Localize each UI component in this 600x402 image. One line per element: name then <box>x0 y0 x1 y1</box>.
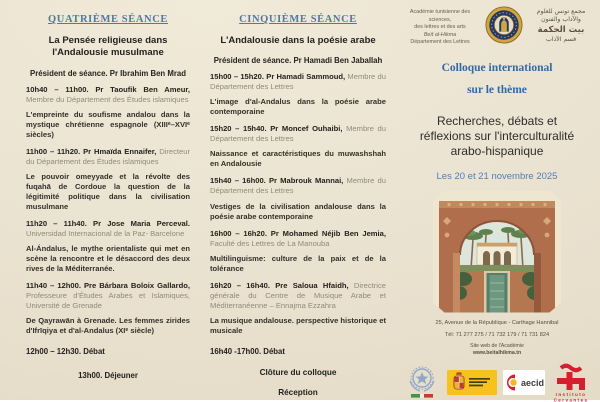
session-entry <box>210 72 386 117</box>
panel-fourth-session <box>0 0 196 400</box>
entry-topic: Vestiges de la civilisation andalouse dans la poésie arabe contemporaine <box>210 201 386 221</box>
entry-affiliation: Faculté des Lettres de La Manouba <box>210 238 330 248</box>
entry-meta <box>210 72 386 92</box>
session-entry <box>26 85 190 140</box>
academy-phone: Tél: 71 277 275 / 71 732 179 / 71 731 824 <box>444 331 550 338</box>
session-entry <box>210 229 386 274</box>
academy-name-arabic <box>528 6 594 45</box>
academy-header <box>400 6 594 47</box>
entry-time: 11h40 – 12h00. <box>26 280 81 290</box>
fourth-session-debate: 12h00 – 12h30. Débat <box>26 347 105 357</box>
academy-ar-line3: قسم الآداب <box>545 36 577 44</box>
entry-time: 15h40 – 16h00. <box>210 176 266 186</box>
session-entry <box>26 147 190 212</box>
colloque-dates: Les 20 et 21 novembre 2025 <box>436 170 558 182</box>
entry-speaker: Pr Hamadi Sammoud, <box>263 72 346 82</box>
entry-speaker: Pr Mabrouk Mannai, <box>265 176 344 186</box>
andalusian-courtyard-image <box>433 191 561 313</box>
panel-fifth-session <box>196 0 396 400</box>
fifth-session-chair: Président de séance. Pr Hamadi Ben Jaballah <box>213 56 383 66</box>
svg-text:Instituto: Instituto <box>555 392 587 398</box>
panel-cover <box>396 0 600 400</box>
entry-affiliation: Membre du Département des Lettres <box>210 176 386 196</box>
academy-fr-line4: Département des Lettres <box>410 39 470 46</box>
academy-ar-line1: مجمع تونس للعلوم والآداب والفنون <box>536 8 586 24</box>
entry-meta <box>210 124 386 144</box>
entry-topic: Multilinguisme: culture de la paix et de la tolérance <box>210 253 386 273</box>
reception-line: Réception <box>278 387 318 397</box>
academy-fr-line1: Académie tunisienne des sciences, <box>409 9 471 23</box>
academy-address: 25, Avenue de la République - Carthage Hannibal <box>435 319 559 326</box>
entry-time: 16h00 – 16h20. <box>210 228 267 238</box>
entry-time: 11h00 – 11h20. <box>26 146 81 156</box>
fourth-session-entries <box>26 85 190 336</box>
fifth-session-theme: L'Andalousie dans la poésie arabe <box>220 35 376 46</box>
entry-topic: La musique andalouse. perspective historique et musicale <box>210 315 386 335</box>
entry-topic: L'image d'al-Andalus dans la poésie arabe contemporaine <box>210 97 386 117</box>
entry-speaker: Pre Saloua Hfaidh, <box>269 280 349 290</box>
lunch-line: 13h00. Déjeuner <box>78 371 138 381</box>
entry-speaker: Pre Bárbara Boloix Gallardo, <box>80 280 190 290</box>
entry-meta <box>26 85 190 105</box>
entry-speaker: Pr Jose Maria Perceval. <box>86 218 191 228</box>
entry-speaker: Pr Mohamed Néjib Ben Jemia, <box>267 228 386 238</box>
colloque-heading <box>400 58 594 102</box>
entry-affiliation: Membre du Département des Études islamiques <box>26 94 189 104</box>
entry-time: 11h20 – 11h40. <box>26 218 87 228</box>
entry-meta <box>26 219 190 239</box>
entry-time: 10h40 – 11h00. <box>26 84 89 94</box>
colloque-theme-title: Recherches, débats et réflexions sur l'interculturalité arabo-hispanique <box>419 113 575 158</box>
colloque-line1: Colloque international <box>441 61 553 74</box>
entry-affiliation: Professeure d'Études Arabes et Islamiques, Université de Grenade <box>26 290 190 310</box>
entry-meta <box>210 176 386 196</box>
entry-meta <box>210 229 386 249</box>
entry-topic: L'empreinte du soufisme andalou dans la mystique chrétienne espagnole (XIIIᵉ–XVIᵉ siècles) <box>26 109 190 139</box>
academy-website <box>400 343 594 358</box>
fourth-session-chair: Président de séance. Pr Ibrahim Ben Mrad <box>30 68 186 78</box>
closing-line: Clôture du colloque <box>259 367 337 377</box>
academy-ar-calligraphy: بيت الحكمة <box>537 24 585 35</box>
entry-speaker: Pr Moncef Ouhaibi, <box>266 124 343 134</box>
entry-affiliation: Directrice générale du Centre de Musique Arabe et Méditerranéenne – Ennajma Ezzahra <box>210 280 386 310</box>
entry-topic: Le pouvoir omeyyade et la révolte des fuqahā de Cordoue la question de la légitimité politique dans la civilisation musulmane <box>26 171 190 211</box>
session-entry <box>210 176 386 221</box>
session-entry <box>26 219 190 274</box>
entry-topic: Al-Ándalus, le mythe orientaliste qui met en scène la rencontre et le désaccord des deux rives de la Méditerranée. <box>26 243 190 273</box>
academy-fr-line2: des lettres et des arts <box>414 24 466 31</box>
colloque-line2: sur le thème <box>467 83 527 96</box>
entry-affiliation: Directeur du Département des Études islamiques <box>26 146 190 166</box>
entry-affiliation: Membre du Département des Lettres <box>210 72 386 92</box>
entry-affiliation: Universidad Internacional de la Paz- Barcelone <box>26 228 185 238</box>
entry-topic: De Qayrawān à Grenade. Les femmes zirides d'Ifrīqiya et d'al-Andalus (XIᵉ siècle) <box>26 315 190 335</box>
session-entry <box>210 124 386 169</box>
beit-al-hikma-emblem-icon <box>485 6 523 44</box>
academy-fr-line3: Beït al-Hikma <box>423 31 457 38</box>
website-url: www.beitalhikma.tn <box>472 349 522 356</box>
session-entry <box>26 281 190 336</box>
svg-text:aecid: aecid <box>521 377 545 388</box>
partner-logos <box>400 362 594 402</box>
fifth-session-entries <box>210 72 386 335</box>
spain-government-arms-icon <box>447 370 497 395</box>
fourth-session-theme: La Pensée religieuse dans l'Andalousie musulmane <box>48 35 168 59</box>
entry-time: 16h20 – 16h40. <box>210 280 270 290</box>
entry-speaker: Pr Hmaïda Ennaifer, <box>80 146 157 156</box>
fifth-session-debate: 16h40 -17h00. Débat <box>210 346 285 356</box>
entry-time: 15h20 – 15h40. <box>210 124 267 134</box>
svg-text:Cervantes: Cervantes <box>553 397 589 402</box>
website-label: Site web de l'Académie <box>470 342 524 349</box>
entry-topic: Naissance et caractéristiques du muwashshah en Andalousie <box>210 149 386 169</box>
academy-name-french <box>400 6 480 47</box>
entry-time: 15h00 – 15h20. <box>210 72 264 82</box>
fourth-session-title: QUATRIÈME SÉANCE <box>48 14 168 25</box>
instituto-cervantes-logo-icon <box>552 362 590 402</box>
fifth-session-title: CINQUIÈME SÉANCE <box>239 14 357 25</box>
session-entry <box>210 281 386 336</box>
entry-meta <box>210 281 386 311</box>
entry-meta <box>26 281 190 311</box>
entry-speaker: Pr Taoufik Ben Ameur, <box>88 84 190 94</box>
aecid-logo-icon <box>503 370 545 395</box>
italy-republic-emblem-icon <box>404 365 440 399</box>
entry-meta <box>26 147 190 167</box>
entry-affiliation: Membre du Département des Lettres <box>210 124 386 144</box>
